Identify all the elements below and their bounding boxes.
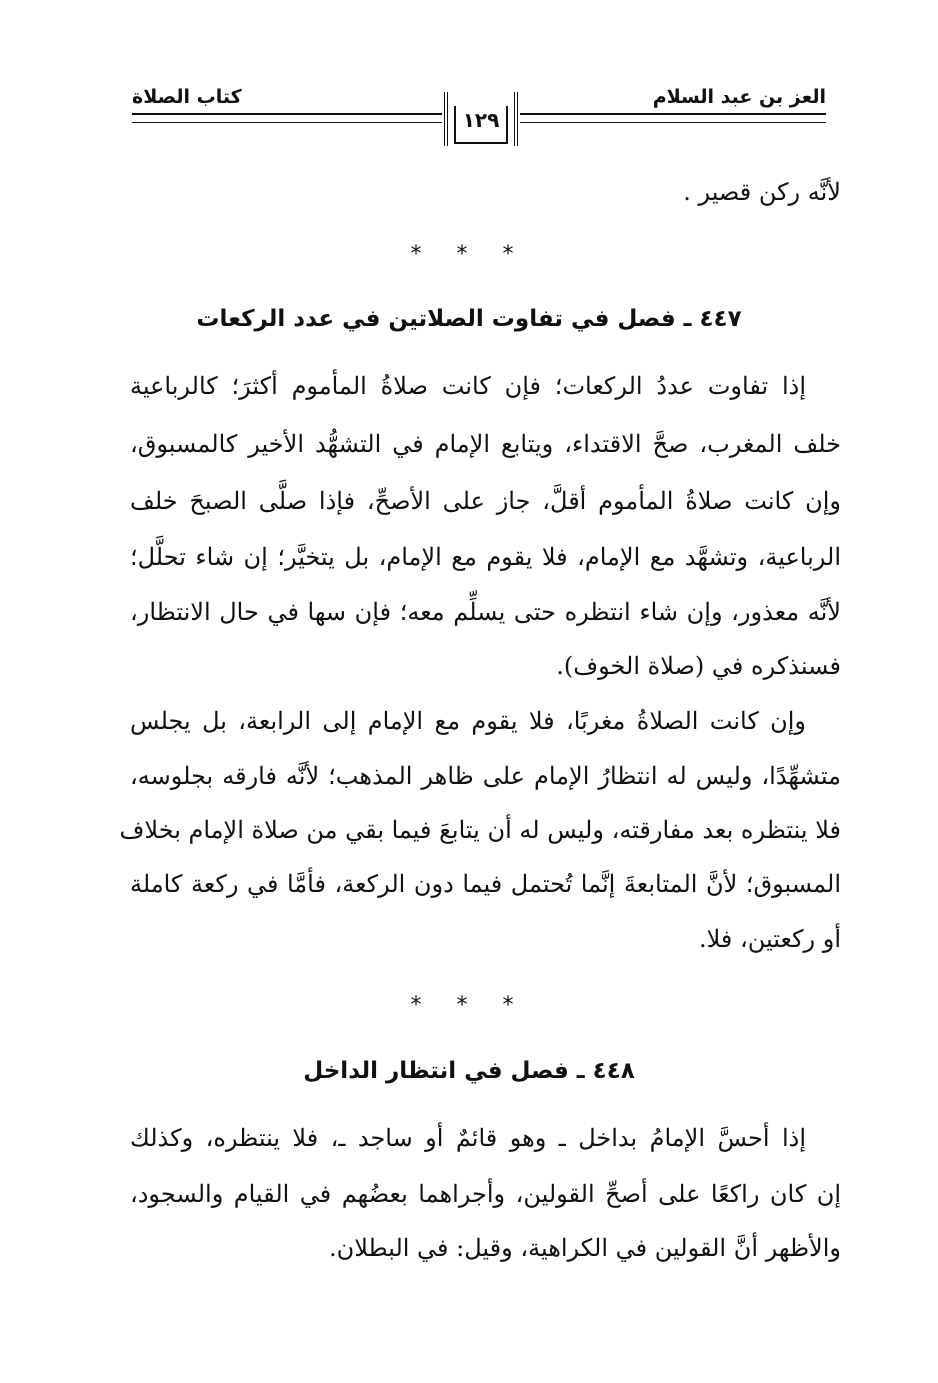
section-447-heading: ٤٤٧ ـ فصل في تفاوت الصلاتين في عدد الركعات (196, 306, 742, 332)
page-number: ١٢٩ (462, 108, 500, 132)
section-separator: * * * (410, 993, 528, 1018)
section-separator: * * * (410, 242, 528, 267)
paragraph-line: فلا ينتظره بعد مفارقته، وليس له أن يتابعَ فيما بقي من صلاة الإمام بخلاف (119, 816, 841, 844)
paragraph-line: لأنَّه معذور، وإن شاء انتظره حتى يسلِّم معه؛ فإن سها في حال الانتظار، (130, 598, 841, 626)
running-header-book: كتاب الصلاة (132, 86, 242, 108)
running-header-author: العز بن عبد السلام (652, 86, 826, 108)
header-rule-right (520, 113, 826, 123)
paragraph-line: أو ركعتين، فلا. (698, 925, 841, 953)
page-number-frame (444, 92, 518, 146)
opening-line: لأنَّه ركن قصير . (683, 178, 841, 206)
paragraph-line: إذا تفاوت عددُ الركعات؛ فإن كانت صلاةُ المأموم أكثرَ؛ كالرباعية (130, 372, 806, 400)
section-448-heading: ٤٤٨ ـ فصل في انتظار الداخل (303, 1058, 635, 1084)
paragraph-line: فسنذكره في (صلاة الخوف). (556, 652, 841, 680)
paragraph-line: المسبوق؛ لأنَّ المتابعةَ إنَّما تُحتمل فيما دون الركعة، فأمَّا في ركعة كاملة (130, 870, 841, 898)
paragraph-line: الرباعية، وتشهَّد مع الإمام، فلا يقوم مع الإمام، بل يتخيَّر؛ إن شاء تحلَّل؛ (130, 543, 841, 571)
paragraph-line: وإن كانت الصلاةُ مغربًا، فلا يقوم مع الإمام إلى الرابعة، بل يجلس (130, 707, 806, 735)
paragraph-line: إذا أحسَّ الإمامُ بداخل ـ وهو قائمٌ أو ساجد ـ، فلا ينتظره، وكذلك (130, 1124, 806, 1152)
header-rule-left (132, 113, 442, 123)
paragraph-line: والأظهر أنَّ القولين في الكراهية، وقيل: في البطلان. (328, 1234, 841, 1262)
paragraph-line: متشهِّدًا، وليس له انتظارُ الإمام على ظاهر المذهب؛ لأنَّه فارقه بجلوسه، (130, 762, 841, 790)
paragraph-line: خلف المغرب، صحَّ الاقتداء، ويتابع الإمام في التشهُّد الأخير كالمسبوق، (130, 430, 841, 458)
paragraph-line: وإن كانت صلاةُ المأموم أقلَّ، جاز على الأصحِّ، فإذا صلَّى الصبحَ خلف (130, 487, 841, 515)
paragraph-line: إن كان راكعًا على أصحِّ القولين، وأجراهما بعضُهم في القيام والسجود، (130, 1180, 841, 1208)
